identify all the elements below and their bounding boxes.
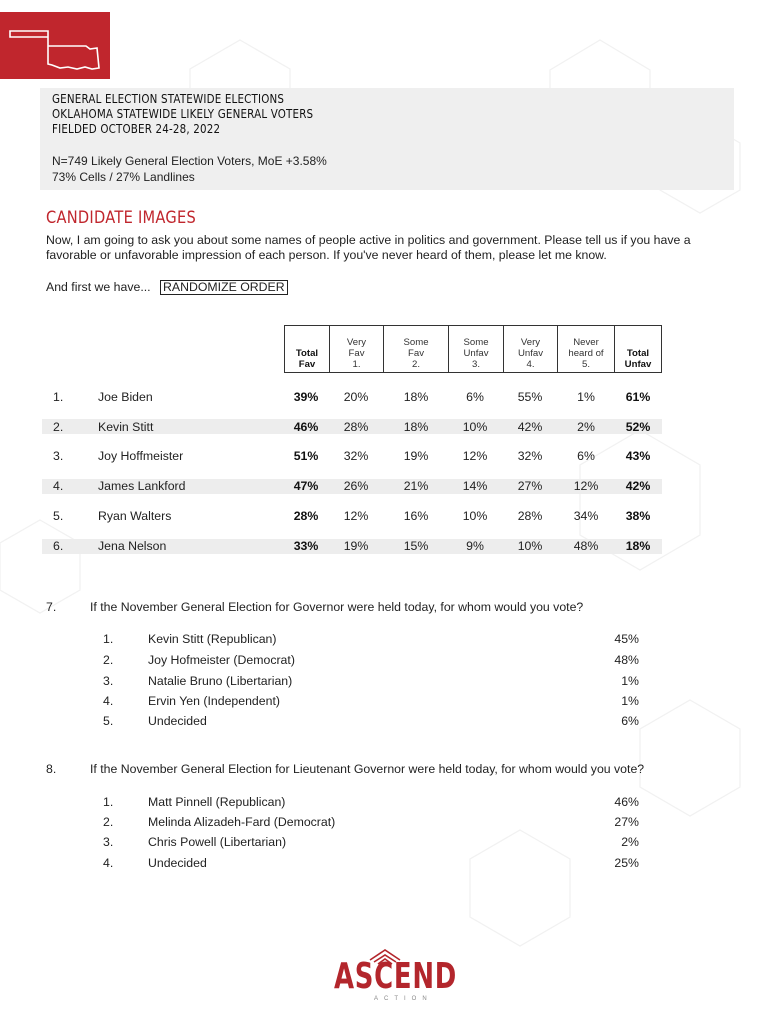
header-subtitle: OKLAHOMA STATEWIDE LIKELY GENERAL VOTERS	[52, 107, 314, 121]
table-cell: 20%	[343, 390, 369, 404]
table-cell: 28%	[293, 509, 319, 523]
table-cell: 6%	[466, 390, 484, 404]
col-header-some-unfav	[448, 325, 503, 373]
table-cell: 5.	[581, 359, 590, 370]
table-cell: 48%	[573, 539, 599, 553]
answer-percent: 25%	[614, 856, 639, 870]
table-cell: 32%	[343, 449, 369, 463]
table-cell: 5.	[103, 714, 114, 728]
header-mode: 73% Cells / 27% Landlines	[52, 170, 195, 184]
answer-option: Matt Pinnell (Republican)	[148, 795, 286, 809]
table-cell: 14%	[462, 479, 488, 493]
survey-header	[40, 88, 734, 190]
table-cell: Total	[626, 348, 650, 359]
oklahoma-state-icon	[0, 12, 110, 79]
first-we-have-label: And first we have...	[46, 280, 151, 294]
table-cell: Unfav	[517, 348, 544, 359]
table-cell: 12%	[343, 509, 369, 523]
table-cell: 38%	[625, 509, 651, 523]
table-cell: 12%	[462, 449, 488, 463]
table-cell: 19%	[343, 539, 369, 553]
table-cell: 1.	[103, 795, 114, 809]
table-cell: 2%	[577, 420, 595, 434]
question-8-number: 8.	[46, 762, 57, 776]
question-8-text: If the November General Election for Lieutenant Governor were held today, for whom would you vote?	[90, 762, 645, 776]
col-header-very-unfav	[503, 325, 557, 373]
table-cell: 18%	[625, 539, 651, 553]
table-cell: 18%	[403, 420, 429, 434]
table-cell: 39%	[293, 390, 319, 404]
table-cell: 34%	[573, 509, 599, 523]
row-number: 2.	[53, 420, 64, 434]
table-cell: 42%	[625, 479, 651, 493]
table-cell: 47%	[293, 479, 319, 493]
header-title: GENERAL ELECTION STATEWIDE ELECTIONS	[52, 92, 285, 106]
first-we-have	[46, 280, 288, 295]
table-cell: Total	[295, 348, 319, 359]
row-number: 4.	[53, 479, 64, 493]
answer-option: Natalie Bruno (Libertarian)	[148, 674, 293, 688]
table-cell: 12%	[573, 479, 599, 493]
candidate-name: Joe Biden	[98, 390, 153, 404]
row-number: 3.	[53, 449, 64, 463]
randomize-order-note: RANDOMIZE ORDER	[160, 280, 288, 295]
table-cell: Some	[403, 337, 429, 348]
answer-percent: 1%	[621, 674, 639, 688]
answer-percent: 27%	[614, 815, 639, 829]
row-number: 1.	[53, 390, 64, 404]
table-cell: 61%	[625, 390, 651, 404]
col-header-very-fav	[329, 325, 383, 373]
table-cell: Unfav	[624, 359, 652, 370]
table-cell: 32%	[517, 449, 543, 463]
table-cell: 16%	[403, 509, 429, 523]
table-cell: 1%	[577, 390, 595, 404]
answer-percent: 6%	[621, 714, 639, 728]
table-cell: 51%	[293, 449, 319, 463]
table-cell: 2.	[411, 359, 420, 370]
answer-percent: 46%	[614, 795, 639, 809]
candidate-name: Joy Hoffmeister	[98, 449, 184, 463]
ascend-logo: ASCEND	[334, 956, 457, 997]
table-cell: 10%	[517, 539, 543, 553]
table-cell: heard of	[568, 348, 604, 359]
table-cell: Fav	[298, 359, 316, 370]
table-cell: 9%	[466, 539, 484, 553]
table-cell: 46%	[293, 420, 319, 434]
answer-percent: 45%	[614, 632, 639, 646]
answer-percent: 1%	[621, 694, 639, 708]
table-cell: Never	[573, 337, 599, 348]
answer-percent: 48%	[614, 653, 639, 667]
candidate-name: Ryan Walters	[98, 509, 172, 523]
table-cell: 33%	[293, 539, 319, 553]
table-cell: 15%	[403, 539, 429, 553]
table-cell: 42%	[517, 420, 543, 434]
answer-option: Melinda Alizadeh-Fard (Democrat)	[148, 815, 336, 829]
answer-option: Undecided	[148, 714, 207, 728]
table-cell: 4.	[103, 694, 114, 708]
table-cell: 3.	[471, 359, 480, 370]
table-cell: 3.	[103, 835, 114, 849]
table-cell: Very	[346, 337, 367, 348]
candidate-name: James Lankford	[98, 479, 186, 493]
section-title: CANDIDATE IMAGES	[46, 208, 197, 228]
table-cell: 21%	[403, 479, 429, 493]
table-cell: 1.	[103, 632, 114, 646]
table-cell: 27%	[517, 479, 543, 493]
table-cell: Fav	[348, 348, 365, 359]
candidate-name: Kevin Stitt	[98, 420, 154, 434]
answer-percent: 2%	[621, 835, 639, 849]
answer-option: Undecided	[148, 856, 207, 870]
col-header-total-unfav	[614, 325, 662, 373]
candidate-name: Jena Nelson	[98, 539, 167, 553]
answer-option: Chris Powell (Libertarian)	[148, 835, 287, 849]
row-number: 5.	[53, 509, 64, 523]
table-cell: 6%	[577, 449, 595, 463]
table-cell: 10%	[462, 509, 488, 523]
table-cell: 4.	[103, 856, 114, 870]
table-cell: Fav	[408, 348, 424, 359]
row-number: 6.	[53, 539, 64, 553]
header-field-dates: FIELDED OCTOBER 24-28, 2022	[52, 122, 221, 136]
table-cell: 28%	[517, 509, 543, 523]
table-cell: 52%	[625, 420, 651, 434]
table-cell: 43%	[625, 449, 651, 463]
col-header-total-fav	[284, 325, 329, 373]
col-header-never-heard	[557, 325, 614, 373]
table-cell: 28%	[343, 420, 369, 434]
table-cell: Unfav	[463, 348, 489, 359]
col-header-some-fav	[383, 325, 448, 373]
ascend-logo-sub: ACTION	[374, 996, 433, 1002]
answer-option: Joy Hofmeister (Democrat)	[148, 653, 295, 667]
table-cell: 10%	[462, 420, 488, 434]
intro-line-1: Now, I am going to ask you about some names of people active in politics and government. Please tell us if you have a	[46, 233, 691, 247]
table-cell: 2.	[103, 653, 114, 667]
oklahoma-logo	[0, 12, 110, 79]
header-sample-size: N=749 Likely General Election Voters, MoE +3.58%	[52, 154, 327, 168]
answer-option: Kevin Stitt (Republican)	[148, 632, 277, 646]
table-cell: 19%	[403, 449, 429, 463]
table-cell: Some	[463, 337, 489, 348]
answer-option: Ervin Yen (Independent)	[148, 694, 280, 708]
table-cell: Very	[520, 337, 541, 348]
question-7-text: If the November General Election for Governor were held today, for whom would you vote?	[90, 600, 584, 614]
table-cell: 4.	[526, 359, 535, 370]
intro-line-2: favorable or unfavorable impression of each person. If you've never heard of them, please let me know.	[46, 248, 607, 262]
table-cell: 26%	[343, 479, 369, 493]
table-cell: 18%	[403, 390, 429, 404]
table-cell: 1.	[352, 359, 361, 370]
question-7-number: 7.	[46, 600, 57, 614]
table-cell: 3.	[103, 674, 114, 688]
table-cell: 2.	[103, 815, 114, 829]
table-cell: 55%	[517, 390, 543, 404]
